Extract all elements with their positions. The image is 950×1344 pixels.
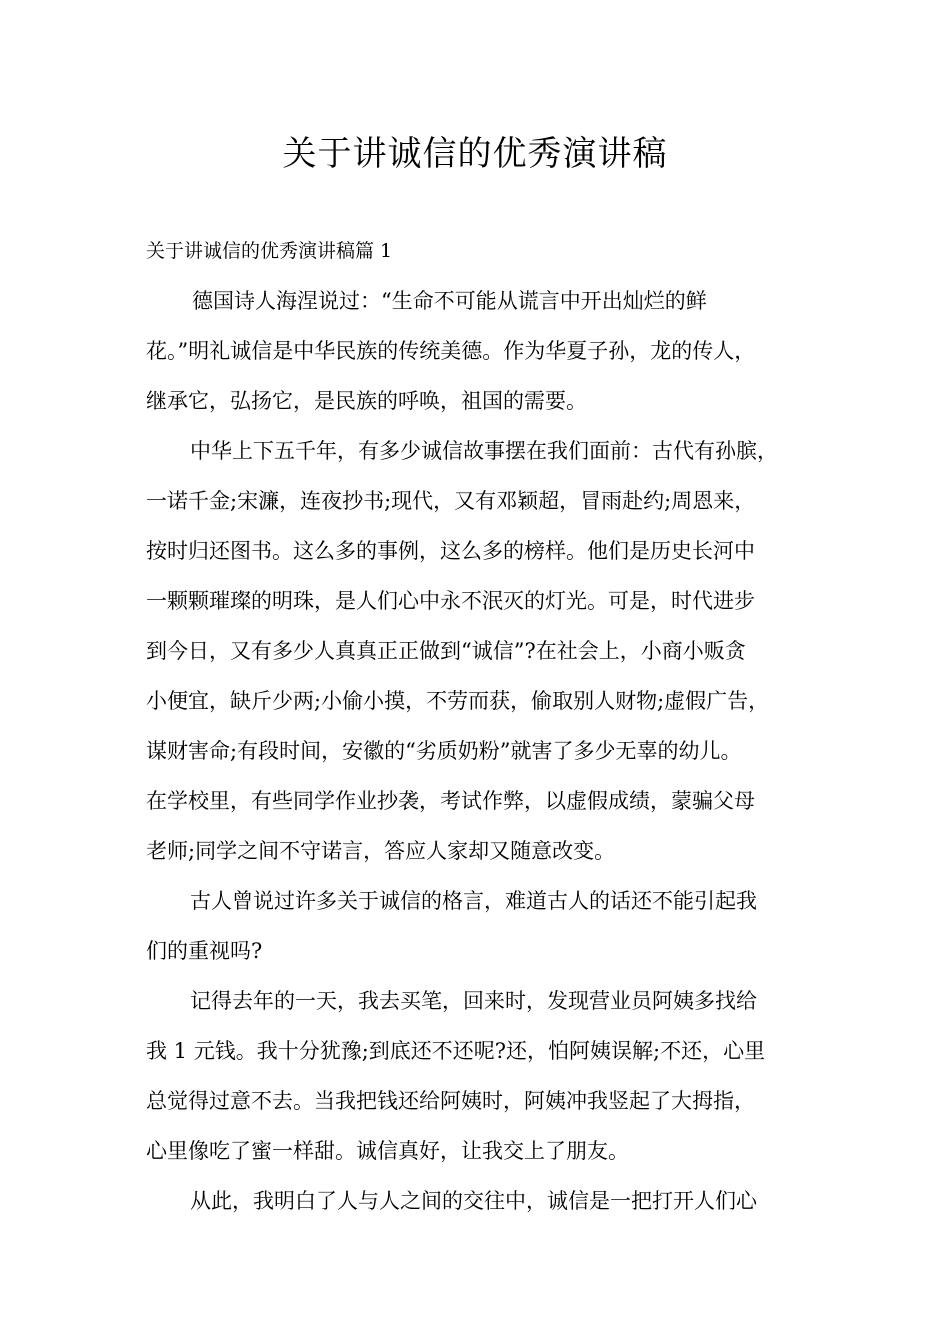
text-line: 花。”明礼诚信是中华民族的传统美德。作为华夏子孙，龙的传人，: [146, 339, 756, 363]
text-line: 继承它，弘扬它，是民族的呼唤，祖国的需要。: [146, 389, 587, 413]
text-line: 心里像吃了蜜一样甜。诚信真好，让我交上了朋友。: [146, 1139, 629, 1163]
text-line: 小便宜，缺斤少两;小偷小摸，不劳而获，偷取别人财物;虚假广告，: [146, 689, 770, 713]
text-line: 谋财害命;有段时间，安徽的“劣质奶粉”就害了多少无辜的幼儿。: [146, 739, 742, 763]
text-line: 一诺千金;宋濂，连夜抄书;现代，又有邓颖超，冒雨赴约;周恩来，: [146, 489, 756, 513]
text-line: 古人曾说过许多关于诚信的格言，难道古人的话还不能引起我: [190, 889, 757, 913]
text-line: 我 1 元钱。我十分犹豫;到底还不还呢?还，怕阿姨误解;不还，心里: [146, 1039, 766, 1063]
text-line: 一颗颗璀璨的明珠，是人们心中永不泯灭的灯光。可是，时代进步: [146, 589, 755, 613]
text-line: 在学校里，有些同学作业抄袭，考试作弊，以虚假成绩，蒙骗父母: [146, 789, 755, 813]
text-line: 中华上下五千年，有多少诚信故事摆在我们面前：古代有孙膑，: [190, 439, 778, 463]
text-line: 德国诗人海涅说过：“生命不可能从谎言中开出灿烂的鲜: [192, 289, 707, 313]
text-line: 老师;同学之间不守诺言，答应人家却又随意改变。: [146, 839, 616, 863]
text-line: 从此，我明白了人与人之间的交往中，诚信是一把打开人们心: [190, 1189, 757, 1213]
text-line: 总觉得过意不去。当我把钱还给阿姨时，阿姨冲我竖起了大拇指，: [146, 1089, 755, 1113]
section-heading: 关于讲诚信的优秀演讲稿篇 1: [146, 240, 393, 262]
text-line: 记得去年的一天，我去买笔，回来时，发现营业员阿姨多找给: [190, 989, 757, 1013]
text-line: 到今日，又有多少人真真正正做到“诚信”?在社会上，小商小贩贪: [146, 639, 746, 663]
text-line: 们的重视吗?: [146, 939, 263, 963]
document-title: 关于讲诚信的优秀演讲稿: [282, 134, 668, 174]
text-line: 按时归还图书。这么多的事例，这么多的榜样。他们是历史长河中: [146, 539, 755, 563]
